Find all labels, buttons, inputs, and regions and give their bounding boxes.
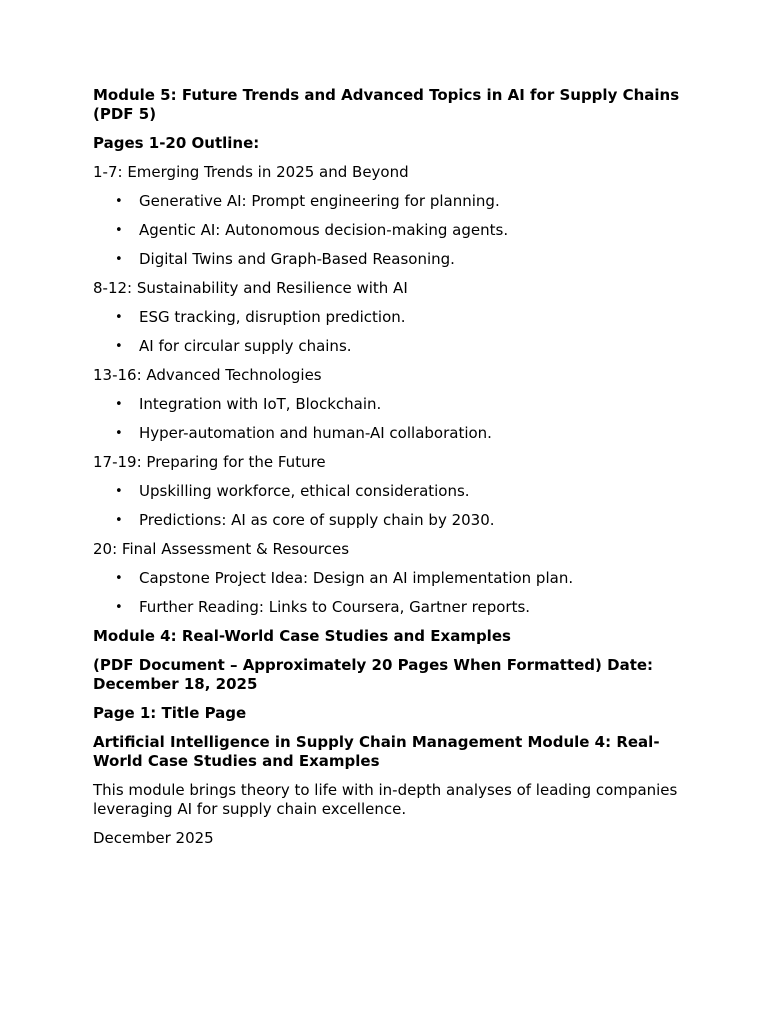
list-item <box>93 250 693 269</box>
list-item-text: Capstone Project Idea: Design an AI implementation plan. <box>139 569 574 587</box>
module4-full-title: Artificial Intelligence in Supply Chain Management Module 4: Real-World Case Studies and Examples <box>93 733 660 770</box>
module4-doc-info: (PDF Document – Approximately 20 Pages When Formatted) Date: December 18, 2025 <box>93 656 654 693</box>
section-heading: 20: Final Assessment & Resources <box>93 540 350 558</box>
document-page <box>93 86 693 858</box>
list-item <box>93 395 693 414</box>
list-item <box>93 221 693 240</box>
bullet-icon: • <box>115 484 123 499</box>
module5-title: Module 5: Future Trends and Advanced Topics in AI for Supply Chains (PDF 5) <box>93 86 680 123</box>
section-heading: 1-7: Emerging Trends in 2025 and Beyond <box>93 163 409 181</box>
section-heading: 17-19: Preparing for the Future <box>93 453 326 471</box>
bullet-icon: • <box>115 339 123 354</box>
list-item <box>93 192 693 211</box>
module4-title: Module 4: Real-World Case Studies and Examples <box>93 627 511 645</box>
list-item-text: Further Reading: Links to Coursera, Gartner reports. <box>139 598 531 616</box>
bullet-icon: • <box>115 252 123 267</box>
bullet-icon: • <box>115 310 123 325</box>
list-item-text: AI for circular supply chains. <box>139 337 352 355</box>
bullet-icon: • <box>115 513 123 528</box>
list-item-text: ESG tracking, disruption prediction. <box>139 308 406 326</box>
list-item-text: Agentic AI: Autonomous decision-making agents. <box>139 221 509 239</box>
list-item-text: Upskilling workforce, ethical considerations. <box>139 482 470 500</box>
bullet-icon: • <box>115 397 123 412</box>
list-item-text: Digital Twins and Graph-Based Reasoning. <box>139 250 455 268</box>
bullet-icon: • <box>115 426 123 441</box>
list-item-text: Integration with IoT, Blockchain. <box>139 395 382 413</box>
bullet-icon: • <box>115 571 123 586</box>
bullet-list <box>93 192 693 269</box>
list-item <box>93 337 693 356</box>
list-item-text: Hyper-automation and human-AI collaboration. <box>139 424 492 442</box>
list-item-text: Generative AI: Prompt engineering for planning. <box>139 192 500 210</box>
list-item <box>93 569 693 588</box>
list-item <box>93 482 693 501</box>
outline-heading: Pages 1-20 Outline: <box>93 134 260 152</box>
bullet-list <box>93 395 693 443</box>
bullet-list <box>93 569 693 617</box>
list-item <box>93 424 693 443</box>
list-item-text: Predictions: AI as core of supply chain by 2030. <box>139 511 495 529</box>
bullet-icon: • <box>115 223 123 238</box>
module4-date: December 2025 <box>93 829 214 847</box>
bullet-icon: • <box>115 194 123 209</box>
page1-heading: Page 1: Title Page <box>93 704 247 722</box>
list-item <box>93 308 693 327</box>
bullet-icon: • <box>115 600 123 615</box>
bullet-list <box>93 482 693 530</box>
list-item <box>93 598 693 617</box>
module4-description: This module brings theory to life with in-depth analyses of leading companies leveraging AI for supply chain excellence. <box>93 781 678 818</box>
section-heading: 8-12: Sustainability and Resilience with AI <box>93 279 408 297</box>
list-item <box>93 511 693 530</box>
section-heading: 13-16: Advanced Technologies <box>93 366 322 384</box>
bullet-list <box>93 308 693 356</box>
